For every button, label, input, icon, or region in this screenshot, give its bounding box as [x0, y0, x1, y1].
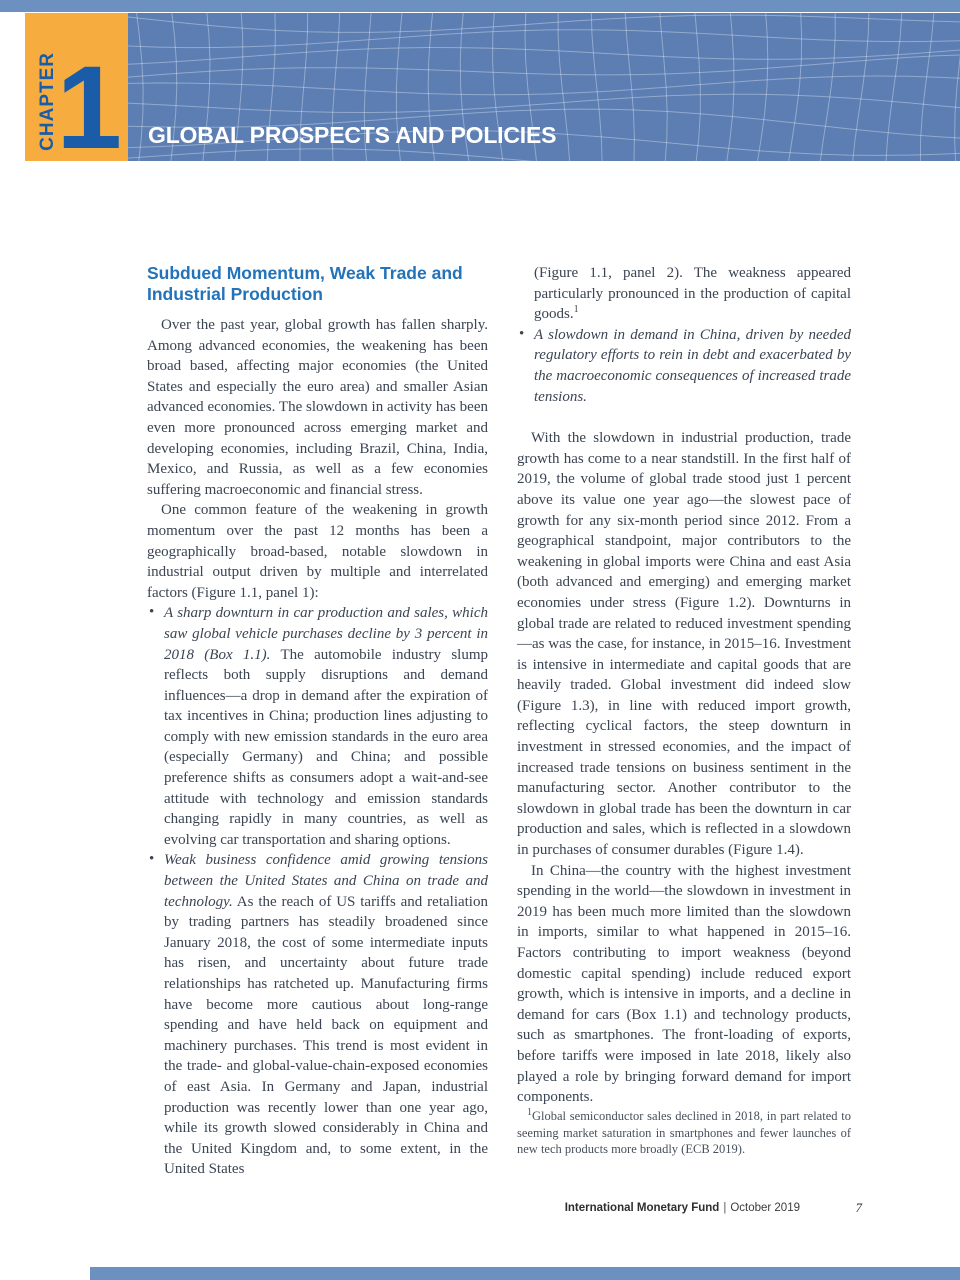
footer-date: October 2019 — [730, 1202, 800, 1214]
footer-publisher: International Monetary Fund — [564, 1202, 720, 1214]
top-accent-bar — [0, 0, 960, 12]
bullet-marker: • — [149, 851, 155, 868]
bullet-marker: • — [519, 325, 525, 342]
section-heading: Subdued Momentum, Weak Trade and Industrial Production — [147, 263, 463, 304]
paragraph: With the slowdown in industrial production, trade growth has come to a near standstill. In the first half of 2019, the volume of global trade stood just 1 percent above its value one year ago—the slowest pace of growth for any six-month period since 2012. From a geographical standpoint, major contributors to the weakening in global imports were China and east Asia (both advanced and emerging) and emerging market economies under stress (Figure 1.2). Downturns in global trade are related to reduced investment spending—as was the case, for instance, in 2015–16. Investment is intensive in intermediate and capital goods that are heavily traded. Global investment did indeed slow (Figure 1.3), in line with reduced import growth, reflecting cyclical factors, the steep downturn in investment in stressed economies, and the impact of increased trade tensions on business sentiment in the manufacturing sector. Another contributor to the slowdown in global trade has been the downturn in car production and sales, which is reflected in a slowdown in purchases of consumer durables (Figure 1.4). — [517, 430, 851, 859]
chapter-tab — [25, 13, 128, 174]
bullet-lead: Weak business confidence amid growing tensions between the United States and China on trade and technology. — [164, 852, 488, 910]
header-band — [128, 13, 960, 161]
footnote-marker: 1 — [527, 1106, 532, 1118]
bullet-marker: • — [149, 604, 155, 621]
bullet-lead: A slowdown in demand in China, driven by needed regulatory efforts to rein in debt and exacerbated by the macroeconomic consequences of increased trade tensions. — [534, 326, 851, 405]
right-column — [517, 263, 851, 1168]
bullet-lead: A sharp downturn in car production and sales, which saw global vehicle purchases decline by 3 percent in 2018 (Box 1.1). — [164, 605, 488, 663]
footer-separator: | — [723, 1202, 727, 1214]
paragraph-gap — [517, 407, 851, 428]
footnote — [517, 1108, 851, 1158]
continuation-paragraph — [517, 263, 851, 325]
paragraph: Over the past year, global growth has fallen sharply. Among advanced economies, the weakening has been broad based, affecting major economies (the United States and especially the euro area) and smaller Asian advanced economies. The slowdown in activity has been even more pronounced across emerging market and developing economies, including Brazil, China, India, Mexico, and Russia, as well as a few economies suffering macroeconomic and financial stress. — [147, 317, 488, 498]
footer-publisher-line — [565, 1202, 800, 1214]
bullet-body: As the reach of US tariffs and retaliation by trading partners has steadily broadened since January 2018, the cost of some intermediate inputs has risen, and uncertainty about future trade relationships has ratcheted up. Manufacturing firms have become more cautious about long-range spending and have held back on equipment and machinery purchases. This trend is most evident in the trade- and global-value-chain-exposed economies of east Asia. In Germany and Japan, industrial production was recently lower than one year ago, while its growth slowed considerably in China and the United Kingdom and, to some extent, in the United States — [164, 893, 488, 1178]
footnote-text: Global semiconductor sales declined in 2018, in part related to seeming market saturation in smartphones and fewer launches of new tech products more broadly (ECB 2019). — [517, 1108, 851, 1157]
left-column — [147, 263, 488, 1180]
bullet-item — [147, 603, 488, 850]
chapter-number: 1 — [56, 42, 122, 174]
bullet-body: The automobile industry slump reflects both supply disruptions and demand influences—a drop in demand after the expiration of tax incentives in China; production lines adjusting to comply with new emission standards in the euro area (especially Germany) and China; and possible preference shifts as consumers adopt a wait-and-see attitude with technology and emission standards changing rapidly in many countries, as well as evolving car transportation and sharing options. — [164, 646, 488, 848]
page-number: 7 — [855, 1200, 862, 1215]
bullet-item — [517, 325, 851, 407]
bottom-accent-bar — [90, 1267, 960, 1280]
paragraph: In China—the country with the highest investment spending in the world—the slowdown in investment in 2019 has been much more limited than the slowdown in imports, similar to what happened in 2015–16. Factors contributing to import weakness (beyond domestic capital spending) include reduced export growth, which is intensive in imports, and a decline in demand for cars (Box 1.1) and technology products, such as smartphones. The front-loading of exports, before tariffs were imposed in late 2018, likely also played a role by bringing forward demand for import components. — [517, 862, 851, 1106]
footnote-reference: 1 — [573, 304, 579, 316]
bullet-item — [147, 850, 488, 1180]
continuation-text: (Figure 1.1, panel 2). The weakness appeared particularly pronounced in the production of capital goods. — [534, 265, 851, 323]
chapter-label: CHAPTER — [37, 52, 58, 151]
paragraph: One common feature of the weakening in growth momentum over the past 12 months has been a geographically broad-based, notable slowdown in industrial output driven by multiple and interrelated factors (Figure 1.1, panel 1): — [147, 502, 488, 601]
page-title: GLOBAL PROSPECTS AND POLICIES — [148, 122, 557, 148]
